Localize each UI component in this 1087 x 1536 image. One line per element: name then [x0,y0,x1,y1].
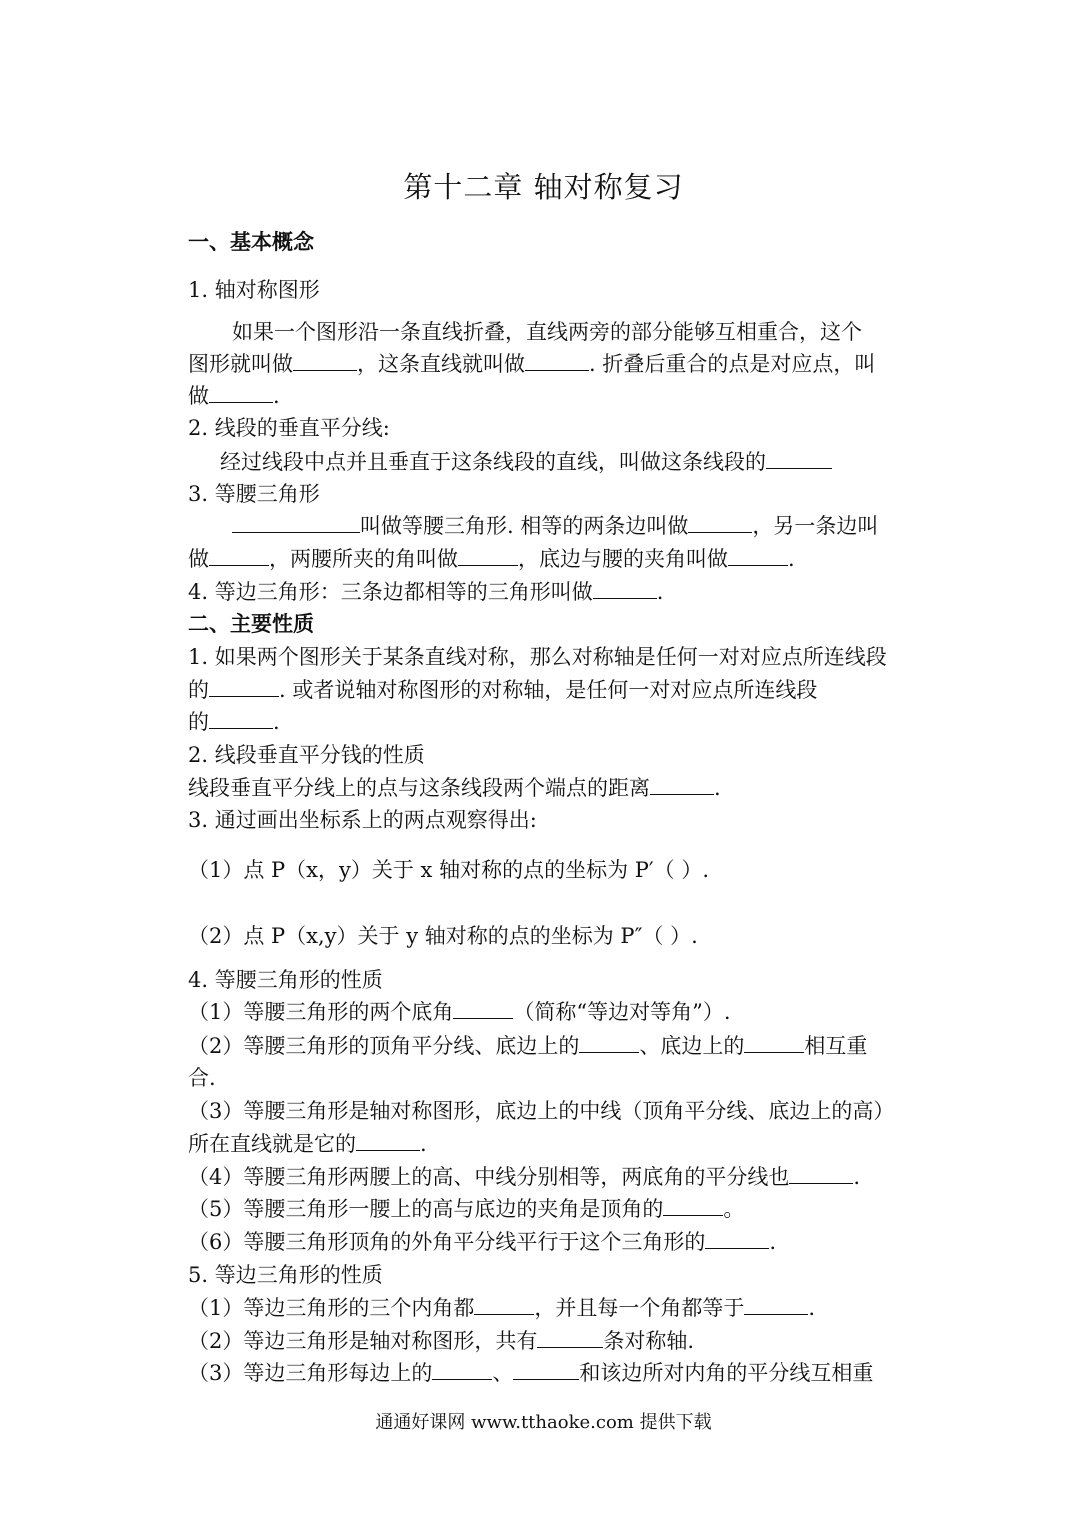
fill-blank [453,998,513,1019]
paragraph-line [188,1195,900,1223]
paragraph-line [188,512,900,540]
text-fragment: （5）等腰三角形一腰上的高与底边的夹角是顶角的 [188,1197,664,1221]
fill-blank [705,1228,769,1249]
section-heading-basic-concepts: 一、基本概念 [188,229,314,254]
fill-blank [728,545,788,566]
fill-blank [579,1032,639,1053]
text-fragment: 4. 等边三角形：三条边都相等的三角形叫做 [188,580,593,604]
page-title: 第十二章 轴对称复习 [403,170,684,204]
item-title-bisector-property: 2. 线段垂直平分钱的性质 [188,743,425,767]
text-fragment: 、 [492,1361,514,1385]
fill-blank [293,350,357,371]
paragraph-line [188,1130,900,1158]
text-fragment: ，另一条边叫 [752,514,879,538]
text-fragment: . [808,1296,816,1320]
text-fragment: ，两腰所夹的角叫做 [269,547,458,571]
fill-blank [593,578,657,599]
text-fragment: . 折叠后重合的点是对应点，叫 [589,352,876,376]
paragraph-line [188,1327,900,1355]
text-fragment: 和该边所对内角的平分线互相重 [579,1361,874,1385]
paragraph-line [188,998,900,1026]
text-fragment: 经过线段中点并且垂直于这条线段的直线，叫做这条线段的 [220,450,766,474]
text-fragment: （2）等边三角形是轴对称图形，共有 [188,1329,538,1353]
item-title-perpendicular-bisector: 2. 线段的垂直平分线: [188,416,390,440]
text-fragment: 做 [188,547,209,571]
fill-blank [209,708,273,729]
fill-blank [663,1195,723,1216]
paragraph-line [188,545,900,573]
fill-blank [209,382,273,403]
paragraph-line [188,1294,900,1322]
section-heading-main-properties: 二、主要性质 [188,611,314,636]
text-fragment: . [853,1165,861,1189]
text-fragment: 的 [188,678,209,702]
fill-blank [789,1163,853,1184]
paragraph-line [188,1228,900,1256]
text-fragment: 。 [723,1197,745,1221]
paragraph-line: 1. 如果两个图形关于某条直线对称，那么对称轴是任何一对对应点所连线段 [188,645,887,669]
text-fragment: 的 [188,710,209,734]
paragraph-line [188,1032,900,1060]
text-fragment: 相互重 [804,1034,868,1058]
item-title-coordinates: 3. 通过画出坐标系上的两点观察得出: [188,808,537,832]
text-fragment: . [273,384,280,408]
fill-blank [688,512,752,533]
text-fragment: 、底边上的 [639,1034,745,1058]
text-fragment: ，并且每一个角都等于 [534,1296,745,1320]
fill-blank [525,350,589,371]
item-title-isosceles-properties: 4. 等腰三角形的性质 [188,968,383,992]
text-fragment: 叫做等腰三角形. 相等的两条边叫做 [360,514,689,538]
text-fragment: ，这条直线就叫做 [357,352,525,376]
text-fragment: （1）等腰三角形的两个底角 [188,1000,454,1024]
paragraph-line [188,578,900,606]
fill-blank [474,1294,534,1315]
text-fragment: . 或者说轴对称图形的对称轴，是任何一对对应点所连线段 [279,678,818,702]
text-fragment: 所在直线就是它的 [188,1132,356,1156]
paragraph-line [188,1163,900,1191]
fill-blank [513,1359,579,1380]
text-fragment: （3）等边三角形每边上的 [188,1361,433,1385]
text-fragment: 条对称轴. [603,1329,695,1353]
paragraph-line: 如果一个图形沿一条直线折叠，直线两旁的部分能够互相重合，这个 [232,320,862,344]
fill-blank [766,448,832,469]
text-fragment: ，底边与腰的夹角叫做 [518,547,728,571]
paragraph-line [188,708,900,736]
text-fragment: （6）等腰三角形顶角的外角平分线平行于这个三角形的 [188,1230,706,1254]
fill-blank [744,1294,808,1315]
paragraph-line [188,1359,900,1387]
fill-blank [356,1130,420,1151]
fill-blank [232,512,360,533]
text-fragment: . [656,580,664,604]
fill-blank [209,676,279,697]
text-fragment: 线段垂直平分线上的点与这条线段两个端点的距离 [188,776,650,800]
paragraph-line [188,350,900,378]
fill-blank [744,1032,804,1053]
text-fragment: . [788,547,795,571]
text-fragment: 做 [188,384,209,408]
text-fragment: . [420,1132,427,1156]
paragraph-line [188,676,900,704]
coordinate-question-x-axis: （1）点 P（x，y）关于 x 轴对称的点的坐标为 P′（ ）. [188,858,709,882]
text-fragment: （2）等腰三角形的顶角平分线、底边上的 [188,1034,580,1058]
paragraph-line [188,448,900,476]
page-footer: 通通好课网 www.tthaoke.com 提供下载 [375,1412,712,1433]
item-title-isosceles: 3. 等腰三角形 [188,482,320,506]
fill-blank [537,1327,603,1348]
paragraph-line: 合. [188,1066,216,1090]
fill-blank [650,774,714,795]
fill-blank [458,545,518,566]
text-fragment: . [714,776,721,800]
text-fragment: . [273,710,280,734]
paragraph-line [188,774,900,802]
coordinate-question-y-axis: （2）点 P（x,y）关于 y 轴对称的点的坐标为 P″（ ）. [188,924,698,948]
text-fragment: 图形就叫做 [188,352,293,376]
text-fragment: . [769,1230,777,1254]
text-fragment: （1）等边三角形的三个内角都 [188,1296,475,1320]
paragraph-line: （3）等腰三角形是轴对称图形，底边上的中线（顶角平分线、底边上的高） [188,1099,895,1123]
text-fragment: （简称“等边对等角”）. [513,1000,731,1024]
item-title-equilateral-properties: 5. 等边三角形的性质 [188,1263,383,1287]
item-title-axial-symmetry: 1. 轴对称图形 [188,278,320,302]
fill-blank [209,545,269,566]
fill-blank [432,1359,492,1380]
paragraph-line [188,382,900,410]
text-fragment: （4）等腰三角形两腰上的高、中线分别相等，两底角的平分线也 [188,1165,790,1189]
